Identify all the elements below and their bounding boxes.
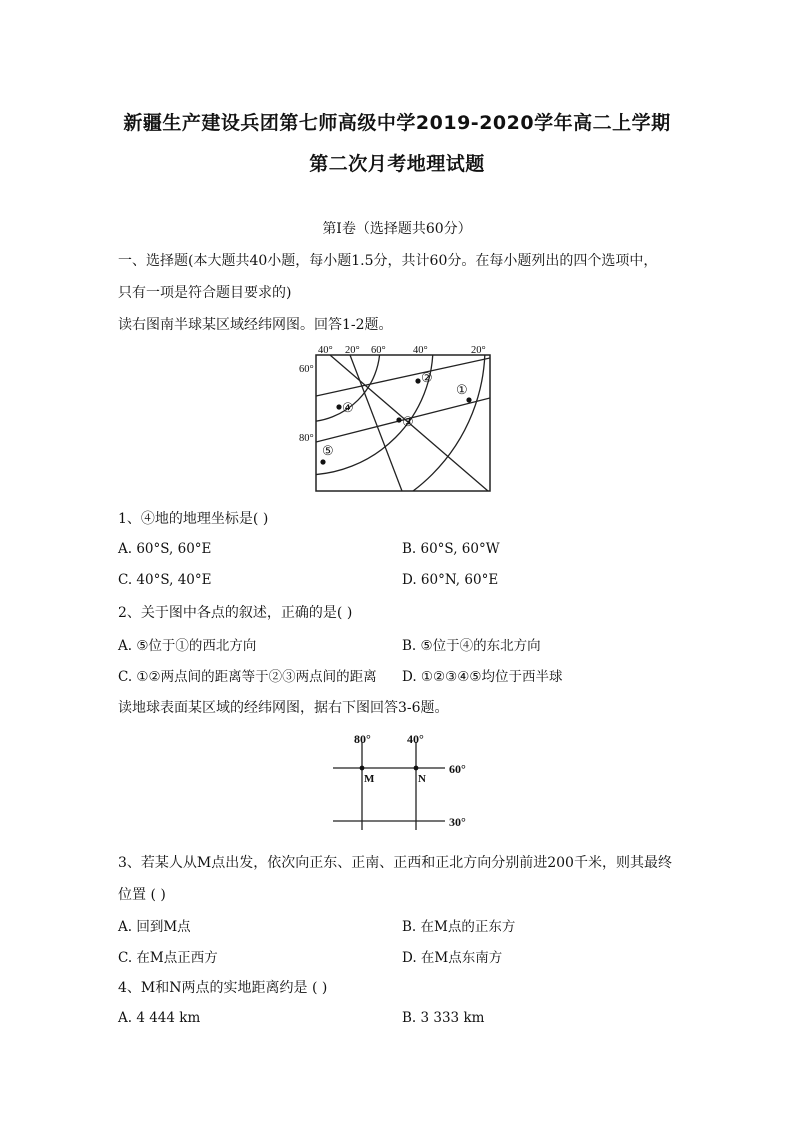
top-label-4: 40° <box>413 345 428 356</box>
top-label-1: 40° <box>318 345 333 356</box>
q3-option-d[interactable]: D. 在M点东南方 <box>402 950 503 966</box>
point-5-label: ⑤ <box>322 443 334 458</box>
q1-stem: 1、④地的地理坐标是( ) <box>118 511 269 527</box>
instructions-line1: 一、选择题(本大题共40小题，每小题1.5分，共计60分。在每小题列出的四个选项中， <box>118 253 658 269</box>
instructions-line2: 只有一项是符合题目要求的) <box>118 285 292 301</box>
point-4-marker <box>336 404 341 409</box>
q3-option-a[interactable]: A. 回到M点 <box>118 919 191 935</box>
q4-stem: 4、M和N两点的实地距离约是 ( ) <box>118 980 328 996</box>
point-3-marker <box>396 417 401 422</box>
q2-option-a[interactable]: A. ⑤位于①的西北方向 <box>118 638 257 654</box>
left-label-1: 60° <box>299 364 314 375</box>
q3-option-b[interactable]: B. 在M点的正东方 <box>402 919 516 935</box>
top-label-3: 60° <box>371 345 386 356</box>
q1-option-d[interactable]: D. 60°N, 60°E <box>402 572 499 588</box>
q1-option-c[interactable]: C. 40°S, 40°E <box>118 572 212 588</box>
q4-option-b[interactable]: B. 3 333 km <box>402 1010 485 1026</box>
meridian-2 <box>350 355 402 491</box>
point-1-label: ① <box>456 382 468 397</box>
point-m-marker <box>360 766 365 771</box>
q1-option-b[interactable]: B. 60°S, 60°W <box>402 541 500 557</box>
point-5-marker <box>320 459 325 464</box>
q4-option-a[interactable]: A. 4 444 km <box>118 1010 201 1026</box>
lon-label-40: 40° <box>407 732 424 746</box>
document-title-line1: 新疆生产建设兵团第七师高级中学2019-2020学年高二上学期 <box>123 112 671 134</box>
intro-q1-2: 读右图南半球某区域经纬网图。回答1-2题。 <box>118 317 393 333</box>
q3-stem-line1: 3、若某人从M点出发，依次向正东、正南、正西和正北方向分别前进200千米，则其最终 <box>118 855 672 871</box>
q2-stem: 2、关于图中各点的叙述，正确的是( ) <box>118 605 353 621</box>
lon-label-80: 80° <box>354 732 371 746</box>
top-label-2: 20° <box>345 345 360 356</box>
q3-option-c[interactable]: C. 在M点正西方 <box>118 950 218 966</box>
q1-option-a[interactable]: A. 60°S, 60°E <box>118 541 212 557</box>
q2-option-d[interactable]: D. ①②③④⑤均位于西半球 <box>402 669 563 685</box>
point-n-label: N <box>418 773 426 785</box>
top-label-5: 20° <box>471 345 486 356</box>
q2-option-c[interactable]: C. ①②两点间的距离等于②③两点间的距离 <box>118 669 377 685</box>
lat-label-30: 30° <box>449 815 466 829</box>
point-2-marker <box>415 378 420 383</box>
document-title-line2: 第二次月考地理试题 <box>309 153 485 175</box>
point-2-label: ② <box>421 370 433 385</box>
point-n-marker <box>414 766 419 771</box>
point-m-label: M <box>364 773 375 785</box>
lat-label-60: 60° <box>449 762 466 776</box>
intro-q3-6: 读地球表面某区域的经纬网图，据右下图回答3-6题。 <box>118 700 449 716</box>
latitude-arc-middle <box>177 342 433 475</box>
left-label-2: 80° <box>299 433 314 444</box>
point-3-label: ③ <box>402 414 414 429</box>
point-1-marker <box>466 397 471 402</box>
point-4-label: ④ <box>342 400 354 415</box>
q2-option-b[interactable]: B. ⑤位于④的东北方向 <box>402 638 541 654</box>
q3-stem-line2: 位置 ( ) <box>118 887 166 903</box>
figure1-graticule-map <box>0 342 794 502</box>
section-heading: 第Ⅰ卷（选择题共60分） <box>322 221 472 237</box>
figure2-graticule-map <box>0 728 794 838</box>
